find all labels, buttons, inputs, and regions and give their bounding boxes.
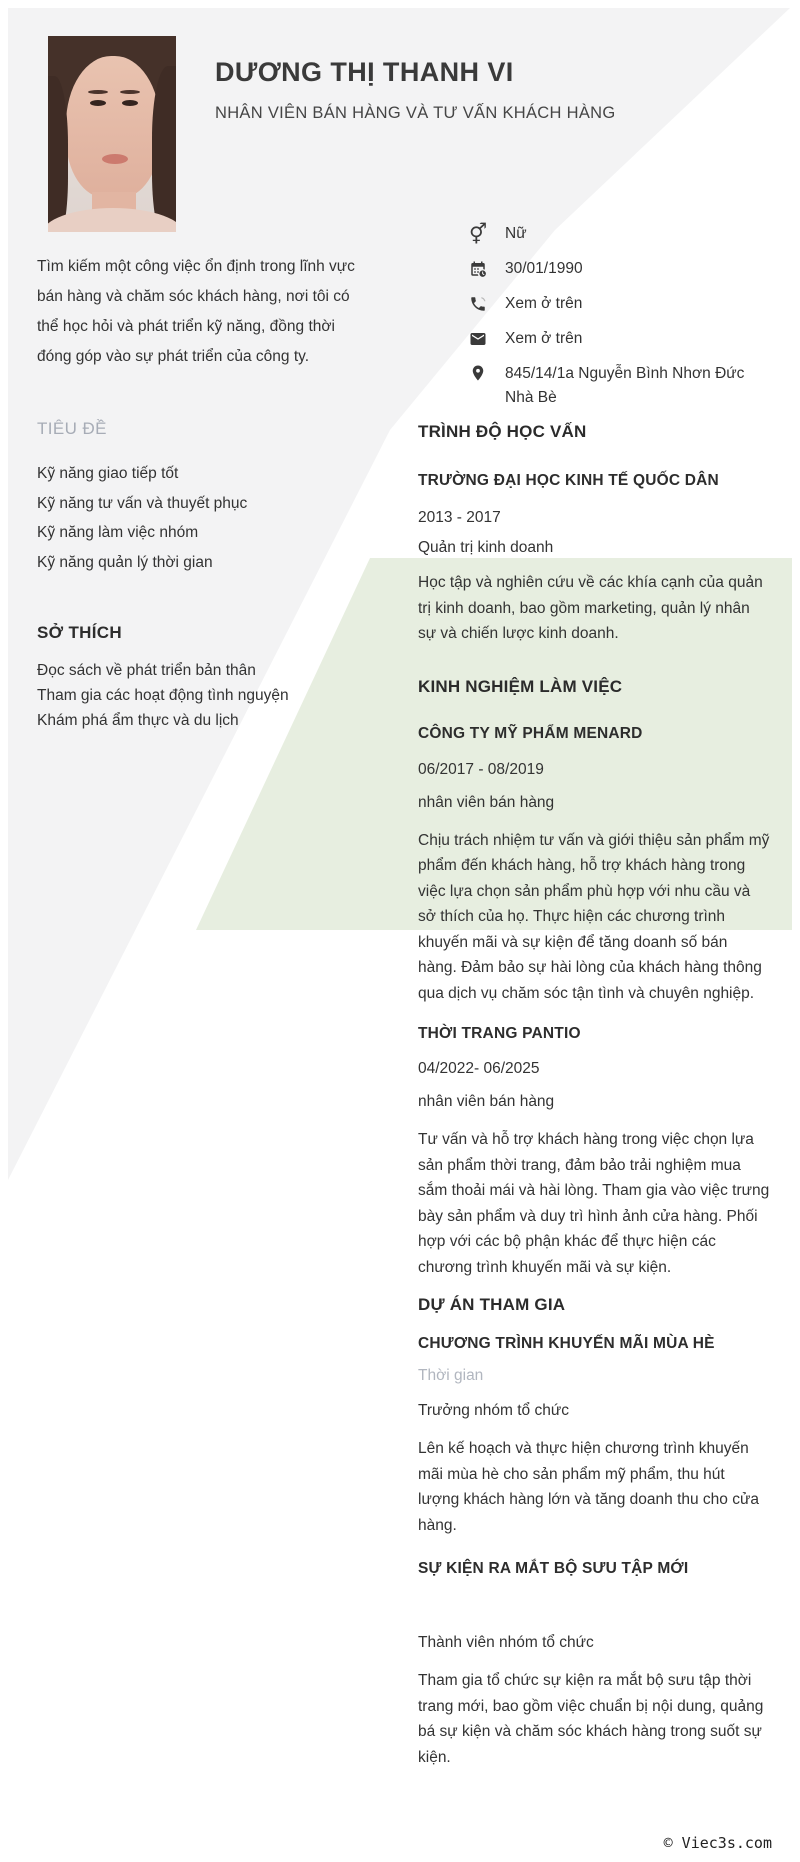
photo-hair-right bbox=[152, 66, 176, 232]
job-period: 06/2017 - 08/2019 bbox=[418, 760, 544, 778]
photo-eye bbox=[90, 100, 106, 106]
calendar-icon bbox=[468, 260, 488, 278]
birthday-value: 30/01/1990 bbox=[505, 260, 583, 277]
header bbox=[215, 57, 615, 123]
profile-photo bbox=[48, 36, 176, 232]
job-role: nhân viên bán hàng bbox=[418, 793, 555, 811]
skill-item: Kỹ năng quản lý thời gian bbox=[37, 553, 213, 571]
project-period bbox=[418, 1592, 770, 1611]
projects-section-heading: DỰ ÁN THAM GIA bbox=[418, 1295, 566, 1314]
job-period: 04/2022- 06/2025 bbox=[418, 1060, 540, 1077]
gender-icon: ⚥ bbox=[468, 222, 488, 246]
photo-face bbox=[66, 56, 160, 198]
photo-brow bbox=[120, 90, 140, 94]
skills-section-heading: TIÊU ĐỀ bbox=[37, 419, 107, 438]
phone-value: Xem ở trên bbox=[505, 295, 583, 312]
email-value: Xem ở trên bbox=[505, 330, 583, 347]
experience-section-heading: KINH NGHIỆM LÀM VIỆC bbox=[418, 676, 623, 696]
education-period: 2013 - 2017 bbox=[418, 509, 501, 526]
phone-icon bbox=[468, 295, 488, 313]
gender-value: Nữ bbox=[505, 225, 527, 242]
project-role: Thành viên nhóm tổ chức bbox=[418, 1634, 594, 1651]
project-description: Lên kế hoạch và thực hiện chương trình khuyến mãi mùa hè cho sản phẩm mỹ phẩm, thu hút lượng khách hàng lớn và tăng doanh thu cho cửa hàng. bbox=[418, 1440, 759, 1534]
candidate-name: DƯƠNG THỊ THANH VI bbox=[215, 57, 514, 87]
project-name: SỰ KIỆN RA MẮT BỘ SƯU TẬP MỚI bbox=[418, 1560, 689, 1577]
career-objective: Tìm kiếm một công việc ổn định trong lĩnh vực bán hàng và chăm sóc khách hàng, nơi tôi có thể học hỏi và phát triển kỹ năng, đồng thời đóng góp vào sự phát triển của công ty. bbox=[37, 258, 355, 365]
hobby-item: Đọc sách về phát triển bản thân bbox=[37, 662, 256, 679]
contact-birthday-row bbox=[468, 257, 770, 281]
job-description: Tư vấn và hỗ trợ khách hàng trong việc chọn lựa sản phẩm thời trang, đảm bảo trải nghiệm mua sắm thoải mái và hài lòng. Tham gia vào việc trưng bày sản phẩm và duy trì hình ảnh cửa hàng. Phối hợp với các bộ phận khác để thực hiện các chương trình khuyến mãi và sự kiện. bbox=[418, 1131, 770, 1276]
hobbies-section-heading: SỞ THÍCH bbox=[37, 623, 122, 642]
project-role: Trưởng nhóm tổ chức bbox=[418, 1402, 569, 1419]
job-role: nhân viên bán hàng bbox=[418, 1093, 555, 1110]
left-column bbox=[37, 252, 369, 733]
education-section-heading: TRÌNH ĐỘ HỌC VẤN bbox=[418, 422, 587, 441]
photo-lips bbox=[102, 154, 128, 164]
hobby-item: Tham gia các hoạt động tình nguyện bbox=[37, 687, 289, 704]
skill-item: Kỹ năng tư vấn và thuyết phục bbox=[37, 494, 248, 512]
site-copyright: © Viec3s.com bbox=[663, 1834, 772, 1852]
location-icon bbox=[468, 364, 488, 382]
right-column bbox=[418, 222, 770, 1770]
address-value: 845/14/1a Nguyễn Bình Nhơn Đức Nhà Bè bbox=[505, 365, 745, 406]
project-description: Tham gia tổ chức sự kiện ra mắt bộ sưu tập thời trang mới, bao gồm việc chuẩn bị nội dung, quảng bá sự kiện và chăm sóc khách hàng trong suốt sự kiện. bbox=[418, 1672, 764, 1766]
photo-eye bbox=[122, 100, 138, 106]
job-company: THỜI TRANG PANTIO bbox=[418, 1025, 581, 1042]
contact-address-row bbox=[468, 362, 770, 410]
job-company: CÔNG TY MỸ PHẨM MENARD bbox=[418, 724, 643, 742]
email-icon bbox=[468, 330, 488, 348]
skill-item: Kỹ năng làm việc nhóm bbox=[37, 524, 199, 541]
project-name: CHƯƠNG TRÌNH KHUYẾN MÃI MÙA HÈ bbox=[418, 1335, 715, 1352]
candidate-job-title: NHÂN VIÊN BÁN HÀNG VÀ TƯ VẤN KHÁCH HÀNG bbox=[215, 104, 616, 122]
hobbies-list bbox=[37, 658, 369, 733]
skills-list bbox=[37, 459, 369, 577]
project-period: Thời gian bbox=[418, 1367, 484, 1384]
job-description: Chịu trách nhiệm tư vấn và giới thiệu sản phẩm mỹ phẩm đến khách hàng, hỗ trợ khách hàng trong việc lựa chọn sản phẩm phù hợp với nhu cầu và sở thích của họ. Thực hiện các chương trình khuyến mãi và sự kiện để tăng doanh số bán hàng. Đảm bảo sự hài lòng của khách hàng thông qua dịch vụ chăm sóc tận tình và chuyên nghiệp. bbox=[418, 831, 770, 1002]
education-major: Quản trị kinh doanh bbox=[418, 539, 554, 556]
education-school: TRƯỜNG ĐẠI HỌC KINH TẾ QUỐC DÂN bbox=[418, 472, 719, 489]
skill-item: Kỹ năng giao tiếp tốt bbox=[37, 465, 179, 482]
photo-brow bbox=[88, 90, 108, 94]
contact-email-row bbox=[468, 327, 770, 351]
contact-phone-row bbox=[468, 292, 770, 316]
contact-info bbox=[418, 222, 770, 410]
education-description: Học tập và nghiên cứu về các khía cạnh của quản trị kinh doanh, bao gồm marketing, quản lý nhân sự và chiến lược kinh doanh. bbox=[418, 574, 763, 642]
hobby-item: Khám phá ẩm thực và du lịch bbox=[37, 712, 239, 729]
contact-gender-row bbox=[468, 222, 770, 246]
